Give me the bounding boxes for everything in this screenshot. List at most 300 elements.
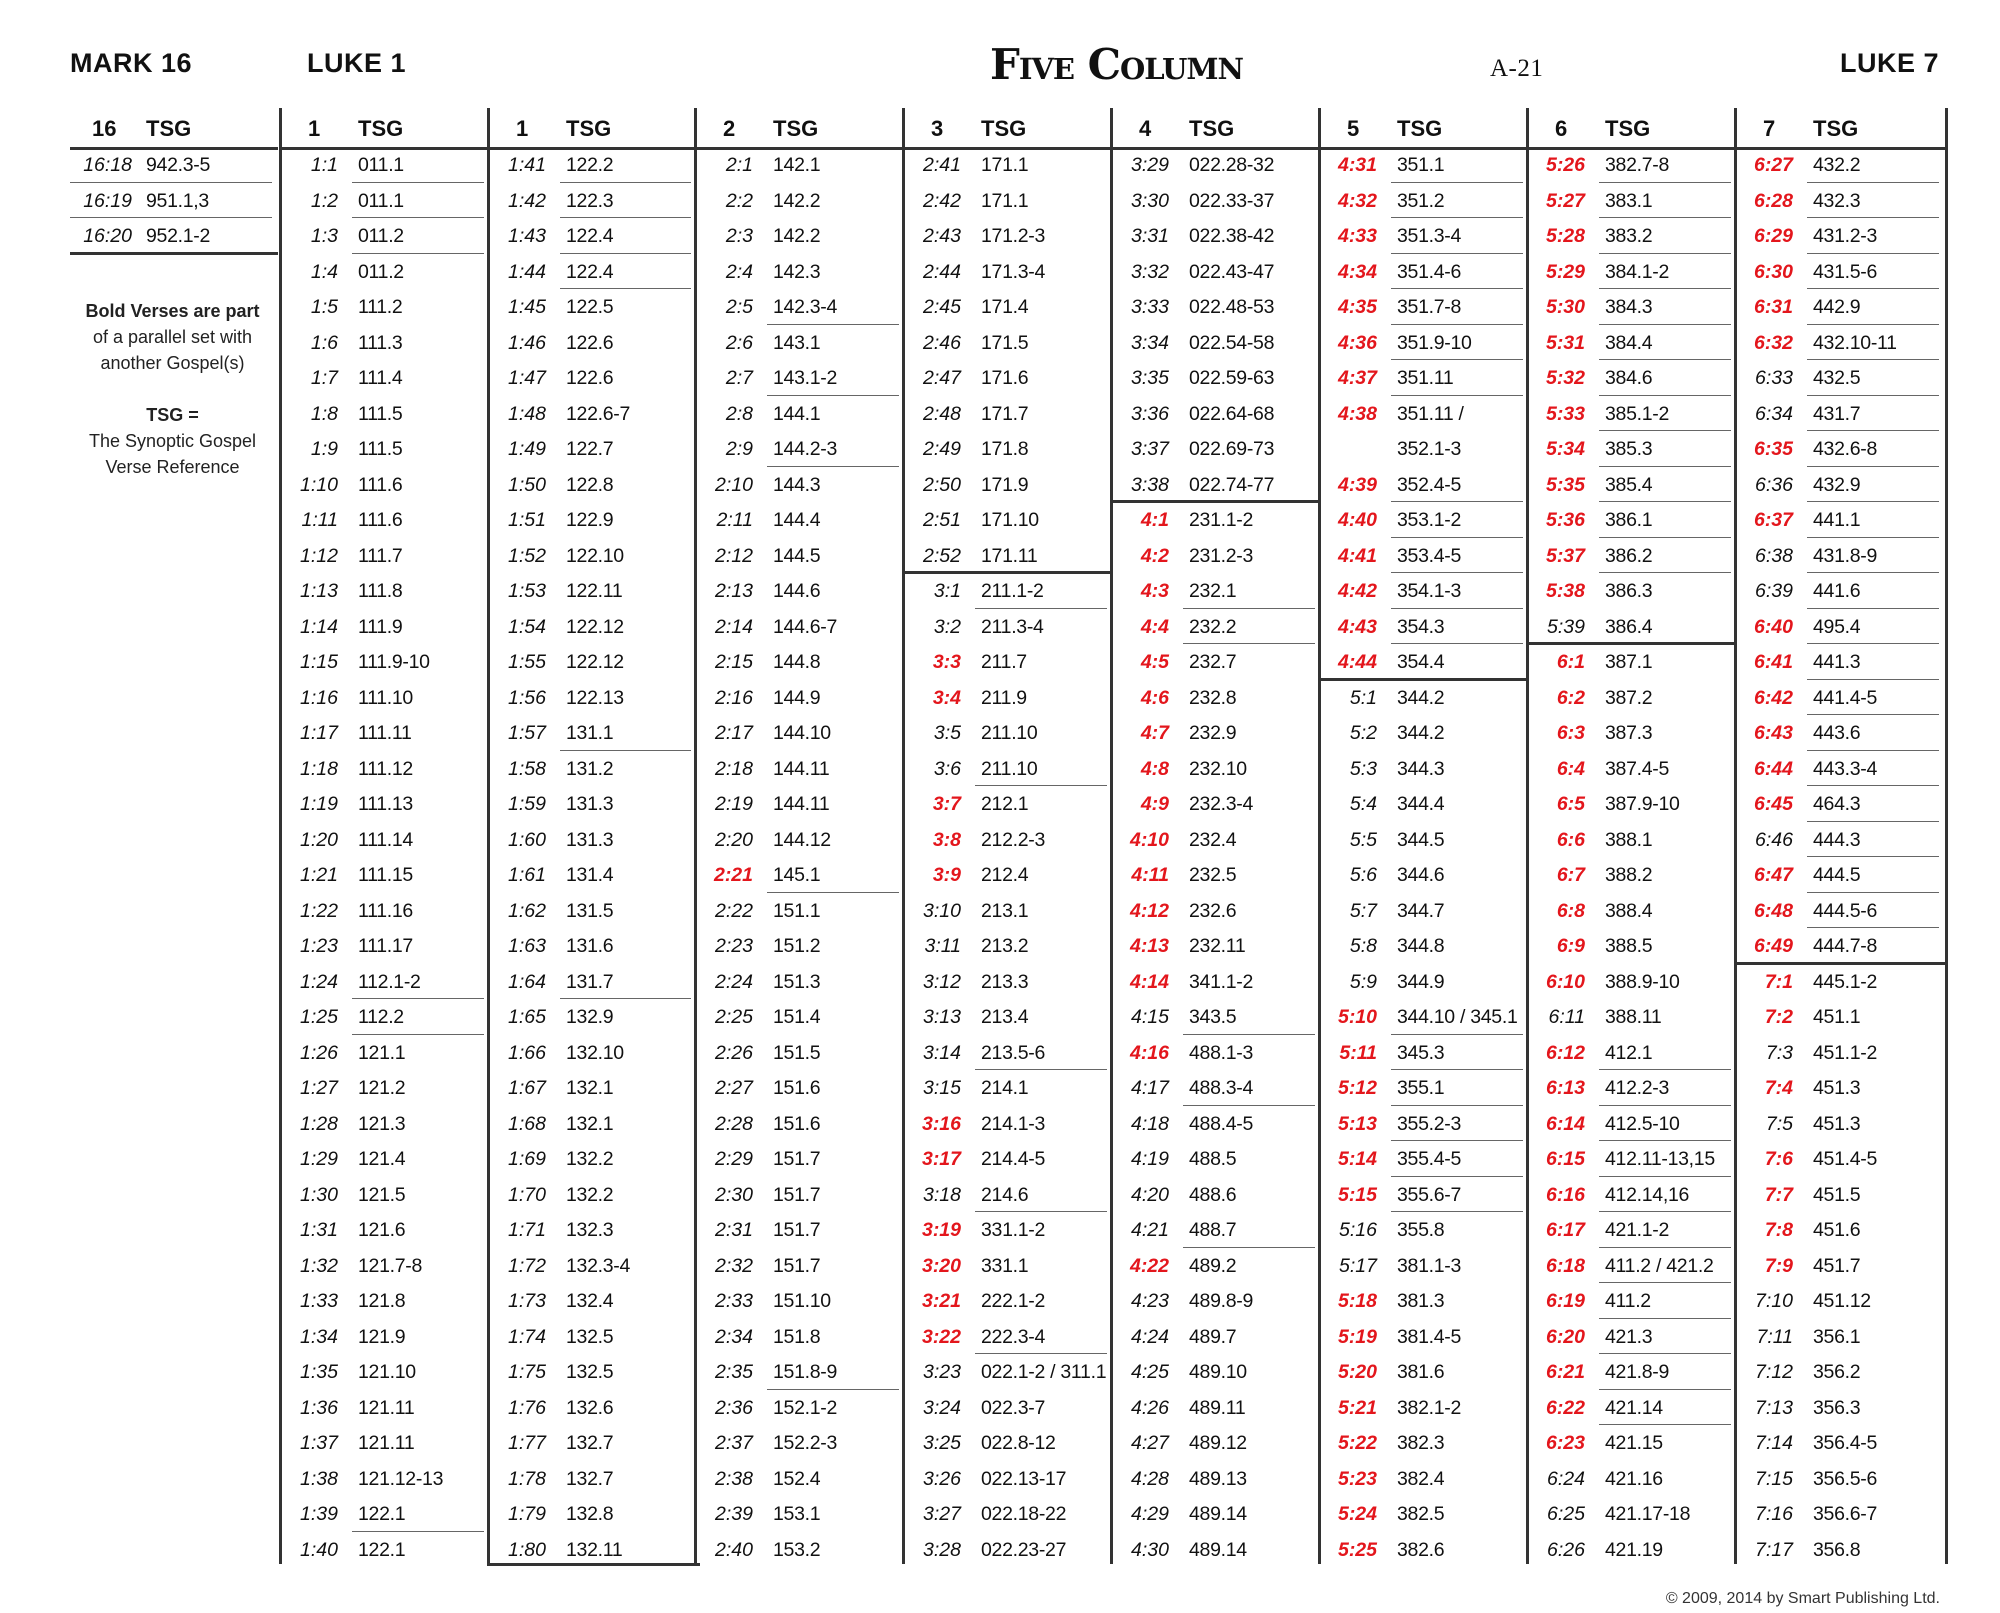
verse-ref: 1:23	[300, 935, 338, 957]
tsg-ref: 489.14	[1189, 1503, 1247, 1525]
table-row	[905, 751, 1113, 787]
table-row	[1321, 1070, 1529, 1106]
tsg-ref: 441.3	[1813, 651, 1861, 673]
tsg-ref: 351.11	[1397, 367, 1454, 389]
tsg-ref: 144.12	[773, 828, 831, 851]
table-row	[1529, 1461, 1737, 1497]
verse-ref: 5:6	[1349, 864, 1377, 886]
verse-ref: 6:39	[1755, 580, 1793, 602]
verse-ref: 2:16	[715, 686, 753, 709]
table-row	[1321, 822, 1529, 858]
table-row	[1737, 786, 1945, 822]
tsg-ref: 121.11	[358, 1432, 415, 1454]
table-row	[490, 609, 697, 645]
legend-bold-line-2: of a parallel set with	[92, 327, 253, 347]
verse-ref: 1:18	[300, 757, 338, 780]
tsg-ref: 111.7	[358, 544, 403, 567]
verse-ref: 6:4	[1556, 757, 1585, 780]
table-row	[697, 680, 905, 716]
tsg-ref: 344.7	[1397, 899, 1445, 922]
verse-ref: 4:21	[1131, 1219, 1169, 1241]
verse-ref: 2:14	[715, 615, 753, 638]
column-header	[905, 108, 1113, 150]
table-row	[1321, 1425, 1529, 1461]
table-row	[282, 1532, 490, 1568]
table-row	[282, 538, 490, 574]
verse-ref: 4:17	[1131, 1077, 1169, 1099]
table-row	[490, 822, 697, 858]
table-row	[1321, 928, 1529, 964]
table-row	[282, 325, 490, 361]
tsg-ref: 122.4	[566, 225, 614, 247]
tsg-ref: 122.7	[566, 438, 614, 460]
tsg-ref: 386.4	[1605, 615, 1653, 638]
column-chapter-8	[1737, 108, 1945, 1564]
table-row	[1113, 467, 1321, 503]
table-row	[1737, 1461, 1945, 1497]
verse-ref: 1:34	[300, 1325, 338, 1348]
tsg-ref: 122.12	[566, 615, 624, 638]
tsg-ref: 388.1	[1605, 828, 1653, 851]
verse-ref: 3:24	[923, 1396, 961, 1419]
verse-ref: 6:41	[1753, 651, 1793, 673]
table-row	[1529, 467, 1737, 503]
tsg-ref: 432.3	[1813, 189, 1861, 212]
table-row	[490, 1283, 697, 1319]
table-row	[1737, 1248, 1945, 1284]
verse-ref: 1:37	[300, 1432, 338, 1454]
table-row	[1113, 573, 1321, 609]
tsg-header: TSG	[1605, 116, 1651, 141]
tsg-ref: 171.5	[981, 331, 1029, 354]
tsg-ref: 121.7-8	[358, 1254, 423, 1277]
table-row	[697, 1354, 905, 1390]
tsg-ref: 353.1-2	[1397, 509, 1462, 531]
table-row	[1737, 1425, 1945, 1461]
tsg-ref: 344.3	[1397, 757, 1445, 780]
table-row	[282, 928, 490, 964]
verse-ref: 7:2	[1764, 1006, 1793, 1028]
verse-ref: 2:45	[923, 296, 961, 318]
tsg-ref: 387.9-10	[1605, 793, 1680, 815]
table-row	[905, 1106, 1113, 1142]
table-row	[1113, 751, 1321, 787]
table-row	[282, 502, 490, 538]
verse-ref: 2:48	[923, 402, 961, 425]
tsg-ref: 011.1	[358, 189, 404, 212]
table-row	[1737, 644, 1945, 680]
tsg-ref: 412.2-3	[1605, 1077, 1670, 1099]
table-row	[490, 218, 697, 254]
table-row	[1113, 1248, 1321, 1284]
verse-ref: 6:49	[1753, 935, 1793, 957]
tsg-ref: 232.10	[1189, 757, 1247, 780]
chapter-number: 3	[931, 116, 944, 141]
copyright: © 2009, 2014 by Smart Publishing Ltd.	[1665, 1590, 1940, 1607]
verse-ref: 2:6	[725, 331, 753, 354]
tsg-ref: 451.5	[1813, 1183, 1861, 1206]
chapter-number: 1	[308, 116, 321, 141]
table-row	[1321, 1177, 1529, 1213]
tsg-ref: 212.1	[981, 793, 1029, 815]
tsg-ref: 351.1	[1397, 154, 1445, 176]
table-row	[1321, 751, 1529, 787]
tsg-ref: 211.9	[981, 686, 1027, 709]
column-divider	[1526, 108, 1529, 1564]
table-row	[1113, 928, 1321, 964]
table-row	[905, 431, 1113, 467]
table-row	[1113, 1141, 1321, 1177]
tsg-ref: 385.1-2	[1605, 402, 1670, 425]
verse-ref: 1:21	[300, 864, 338, 886]
verse-ref: 2:10	[715, 473, 753, 496]
tsg-ref: 412.5-10	[1605, 1112, 1680, 1135]
table-row	[1321, 573, 1529, 609]
tsg-ref: 211.1-2	[981, 580, 1044, 602]
verse-ref: 2:3	[725, 225, 753, 247]
table-row	[697, 1390, 905, 1426]
table-row	[282, 147, 490, 183]
table-row	[1737, 751, 1945, 787]
verse-ref: 6:34	[1755, 402, 1793, 425]
tsg-ref: 344.8	[1397, 935, 1445, 957]
table-row	[490, 254, 697, 290]
table-row	[1321, 538, 1529, 574]
tsg-ref: 451.4-5	[1813, 1148, 1878, 1170]
verse-ref: 3:1	[933, 580, 961, 602]
table-row	[697, 431, 905, 467]
verse-ref: 1:53	[508, 580, 546, 602]
table-row	[1321, 786, 1529, 822]
page-title: Five Column	[990, 40, 1244, 89]
verse-ref: 1:58	[508, 757, 546, 780]
tsg-ref: 213.2	[981, 935, 1029, 957]
verse-ref: 6:37	[1753, 509, 1793, 531]
verse-ref: 1:32	[300, 1254, 338, 1277]
verse-ref: 1:25	[300, 1006, 338, 1028]
tsg-ref: 356.6-7	[1813, 1503, 1878, 1525]
verse-ref: 5:31	[1545, 331, 1585, 354]
table-row	[490, 1390, 697, 1426]
verse-ref: 6:35	[1753, 438, 1793, 460]
tsg-ref: 022.69-73	[1189, 438, 1275, 460]
tsg-ref: 121.12-13	[358, 1467, 444, 1490]
table-row	[1113, 1177, 1321, 1213]
table-row	[1113, 538, 1321, 574]
tsg-ref: 382.4	[1397, 1467, 1445, 1490]
verse-ref: 7:12	[1755, 1361, 1793, 1383]
tsg-ref: 171.7	[981, 402, 1029, 425]
verse-ref: 6:24	[1547, 1467, 1585, 1490]
verse-ref: 5:37	[1545, 544, 1585, 567]
table-row	[697, 822, 905, 858]
table-row	[1529, 1141, 1737, 1177]
table-row	[1113, 786, 1321, 822]
tsg-ref: 214.6	[981, 1183, 1029, 1206]
tsg-ref: 344.4	[1397, 793, 1445, 815]
tsg-ref: 011.1	[358, 154, 404, 176]
verse-ref: 3:2	[933, 615, 961, 638]
verse-ref: 4:26	[1131, 1396, 1169, 1419]
table-row	[905, 928, 1113, 964]
table-row	[282, 1177, 490, 1213]
table-row	[697, 360, 905, 396]
table-row	[1529, 431, 1737, 467]
table-row	[490, 680, 697, 716]
tsg-ref: 451.3	[1813, 1112, 1861, 1135]
tsg-ref: 121.3	[358, 1112, 406, 1135]
table-row	[1529, 786, 1737, 822]
tsg-ref: 131.7	[566, 970, 614, 993]
table-row	[1529, 893, 1737, 929]
verse-ref: 4:29	[1131, 1503, 1169, 1525]
tsg-ref: 121.2	[358, 1077, 406, 1099]
table-row	[697, 786, 905, 822]
tsg-ref: 351.3-4	[1397, 225, 1462, 247]
verse-ref: 6:1	[1556, 651, 1585, 673]
verse-ref: 4:37	[1337, 367, 1377, 389]
tsg-ref: 356.5-6	[1813, 1467, 1878, 1490]
tsg-ref: 411.2 / 421.2	[1605, 1254, 1714, 1277]
tsg-ref: 432.2	[1813, 154, 1861, 176]
table-row	[905, 360, 1113, 396]
tsg-ref: 464.3	[1813, 793, 1861, 815]
verse-ref: 2:37	[715, 1432, 753, 1454]
table-row	[1321, 1212, 1529, 1248]
table-row	[697, 999, 905, 1035]
table-row	[697, 573, 905, 609]
table-row	[1529, 609, 1737, 645]
tsg-ref: 412.14,16	[1605, 1183, 1690, 1206]
verse-ref: 1:80	[508, 1538, 546, 1561]
verse-ref: 2:24	[715, 970, 753, 993]
tsg-ref: 121.1	[358, 1041, 406, 1064]
tsg-ref: 132.1	[566, 1077, 614, 1099]
verse-ref: 4:30	[1131, 1538, 1169, 1561]
table-row	[282, 431, 490, 467]
column-header	[697, 108, 905, 150]
verse-ref: 1:60	[508, 828, 546, 851]
tsg-ref: 386.3	[1605, 580, 1653, 602]
verse-ref: 2:49	[923, 438, 961, 460]
tsg-ref: 022.33-37	[1189, 189, 1275, 212]
verse-ref: 4:32	[1337, 189, 1377, 212]
table-row	[1529, 715, 1737, 751]
tsg-ref: 131.4	[566, 864, 614, 886]
verse-ref: 2:26	[715, 1041, 753, 1064]
verse-ref: 6:31	[1753, 296, 1793, 318]
tsg-ref: 111.6	[358, 473, 403, 496]
column-header	[490, 108, 697, 150]
tsg-ref: 441.1	[1813, 509, 1861, 531]
tsg-ref: 344.9	[1397, 970, 1445, 993]
tsg-ref: 431.5-6	[1813, 260, 1878, 283]
verse-ref: 2:15	[715, 651, 753, 673]
verse-ref: 6:30	[1753, 260, 1793, 283]
table-row	[1529, 1425, 1737, 1461]
chapter-number: 2	[723, 116, 736, 141]
table-row	[1321, 431, 1529, 467]
tsg-ref: 022.64-68	[1189, 402, 1275, 425]
table-row	[1529, 396, 1737, 432]
column-divider	[1110, 108, 1113, 1564]
tsg-ref: 432.9	[1813, 473, 1861, 496]
verse-ref: 1:41	[508, 154, 546, 176]
tsg-header: TSG	[981, 116, 1027, 141]
verse-ref: 2:38	[715, 1467, 753, 1490]
verse-ref: 2:46	[923, 331, 961, 354]
verse-ref: 16:19	[83, 189, 132, 212]
table-row	[1113, 999, 1321, 1035]
table-row	[1737, 360, 1945, 396]
verse-ref: 3:22	[921, 1325, 961, 1348]
verse-ref: 5:36	[1545, 509, 1585, 531]
tsg-ref: 121.4	[358, 1148, 406, 1170]
tsg-ref: 442.9	[1813, 296, 1861, 318]
tsg-ref: 152.2-3	[773, 1432, 838, 1454]
verse-ref: 4:11	[1131, 864, 1169, 886]
tsg-ref: 111.3	[358, 331, 403, 354]
table-row	[282, 1035, 490, 1071]
tsg-ref: 387.1	[1605, 651, 1653, 673]
verse-ref: 1:70	[508, 1183, 546, 1206]
table-row	[282, 396, 490, 432]
verse-ref: 6:22	[1545, 1396, 1585, 1419]
table-row	[1529, 999, 1737, 1035]
verse-ref: 4:35	[1337, 296, 1377, 318]
verse-ref: 5:16	[1339, 1219, 1377, 1241]
table-row	[1321, 893, 1529, 929]
table-row	[905, 1248, 1113, 1284]
table-row	[1737, 1532, 1945, 1568]
table-row	[1737, 822, 1945, 858]
table-row	[282, 1496, 490, 1532]
tsg-ref: 132.4	[566, 1290, 614, 1312]
verse-ref: 3:23	[923, 1361, 961, 1383]
verse-ref: 3:5	[933, 722, 961, 744]
verse-ref: 1:31	[300, 1219, 338, 1241]
tsg-ref: 353.4-5	[1397, 544, 1462, 567]
table-row	[490, 573, 697, 609]
verse-ref: 1:36	[300, 1396, 338, 1419]
tsg-ref: 351.7-8	[1397, 296, 1462, 318]
verse-ref: 6:10	[1545, 970, 1585, 993]
tsg-ref: 384.4	[1605, 331, 1653, 354]
verse-ref: 3:26	[923, 1467, 961, 1490]
verse-ref: 1:16	[300, 686, 338, 709]
table-row	[490, 1532, 697, 1568]
legend-bold-line-1: Bold Verses are part	[85, 301, 260, 321]
tsg-ref: 144.10	[773, 722, 831, 744]
table-row	[1113, 147, 1321, 183]
tsg-ref: 111.10	[358, 686, 413, 709]
table-row	[490, 1177, 697, 1213]
table-row	[1737, 893, 1945, 929]
table-row	[697, 254, 905, 290]
tsg-ref: 111.5	[358, 402, 403, 425]
verse-ref: 1:29	[300, 1148, 338, 1170]
tsg-header: TSG	[358, 116, 404, 141]
tsg-ref: 132.2	[566, 1183, 614, 1206]
table-row	[282, 999, 490, 1035]
table-row	[282, 1283, 490, 1319]
table-row	[490, 1354, 697, 1390]
table-row	[1113, 254, 1321, 290]
table-row	[490, 1425, 697, 1461]
table-row	[1737, 1496, 1945, 1532]
table-row	[697, 289, 905, 325]
tsg-ref: 381.3	[1397, 1290, 1445, 1312]
tsg-ref: 111.13	[358, 793, 413, 815]
tsg-ref: 151.10	[773, 1290, 831, 1312]
table-row	[490, 893, 697, 929]
tsg-ref: 111.14	[358, 828, 413, 851]
table-row	[490, 396, 697, 432]
verse-ref: 2:4	[725, 260, 753, 283]
tsg-ref: 412.11-13,15	[1605, 1148, 1715, 1170]
verse-ref: 4:19	[1131, 1148, 1169, 1170]
verse-ref: 4:13	[1129, 935, 1169, 957]
table-row	[1113, 609, 1321, 645]
tsg-ref: 171.10	[981, 509, 1039, 531]
table-row	[282, 751, 490, 787]
table-row	[1113, 822, 1321, 858]
tsg-ref: 144.9	[773, 686, 821, 709]
verse-ref: 5:21	[1337, 1396, 1377, 1419]
table-row	[1321, 1532, 1529, 1568]
tsg-ref: 355.8	[1397, 1219, 1445, 1241]
verse-ref: 5:32	[1545, 367, 1585, 389]
tsg-ref: 421.17-18	[1605, 1503, 1691, 1525]
table-row	[1737, 467, 1945, 503]
tsg-ref: 214.1-3	[981, 1112, 1046, 1135]
table-row	[905, 715, 1113, 751]
verse-ref: 2:32	[715, 1254, 753, 1277]
tsg-ref: 122.5	[566, 296, 614, 318]
table-row	[1737, 218, 1945, 254]
legend	[70, 298, 275, 480]
tsg-ref: 111.4	[358, 367, 403, 389]
tsg-ref: 151.7	[773, 1254, 821, 1277]
tsg-ref: 144.3	[773, 473, 821, 496]
tsg-ref: 451.7	[1813, 1254, 1861, 1277]
verse-ref: 5:25	[1337, 1538, 1377, 1561]
chapter-number: 6	[1555, 116, 1568, 141]
table-row	[1737, 573, 1945, 609]
verse-ref: 3:28	[923, 1538, 961, 1561]
table-row	[905, 1035, 1113, 1071]
verse-ref: 3:38	[1131, 473, 1169, 496]
verse-ref: 6:13	[1545, 1077, 1585, 1099]
tsg-ref: 171.2-3	[981, 225, 1046, 247]
tsg-ref: 111.12	[358, 757, 413, 780]
tsg-ref: 488.3-4	[1189, 1077, 1254, 1099]
tsg-ref: 952.1-2	[146, 225, 211, 247]
table-row	[1529, 1390, 1737, 1426]
table-row	[1321, 1035, 1529, 1071]
table-row	[905, 822, 1113, 858]
tsg-ref: 132.3	[566, 1219, 614, 1241]
table-row	[905, 147, 1113, 183]
verse-ref: 4:18	[1131, 1112, 1169, 1135]
verse-ref: 1:48	[508, 402, 546, 425]
verse-ref: 4:44	[1337, 651, 1377, 673]
tsg-ref: 213.3	[981, 970, 1029, 993]
tsg-ref: 144.8	[773, 651, 821, 673]
table-row	[905, 254, 1113, 290]
tsg-ref: 421.15	[1605, 1432, 1663, 1454]
tsg-ref: 444.7-8	[1813, 935, 1878, 957]
